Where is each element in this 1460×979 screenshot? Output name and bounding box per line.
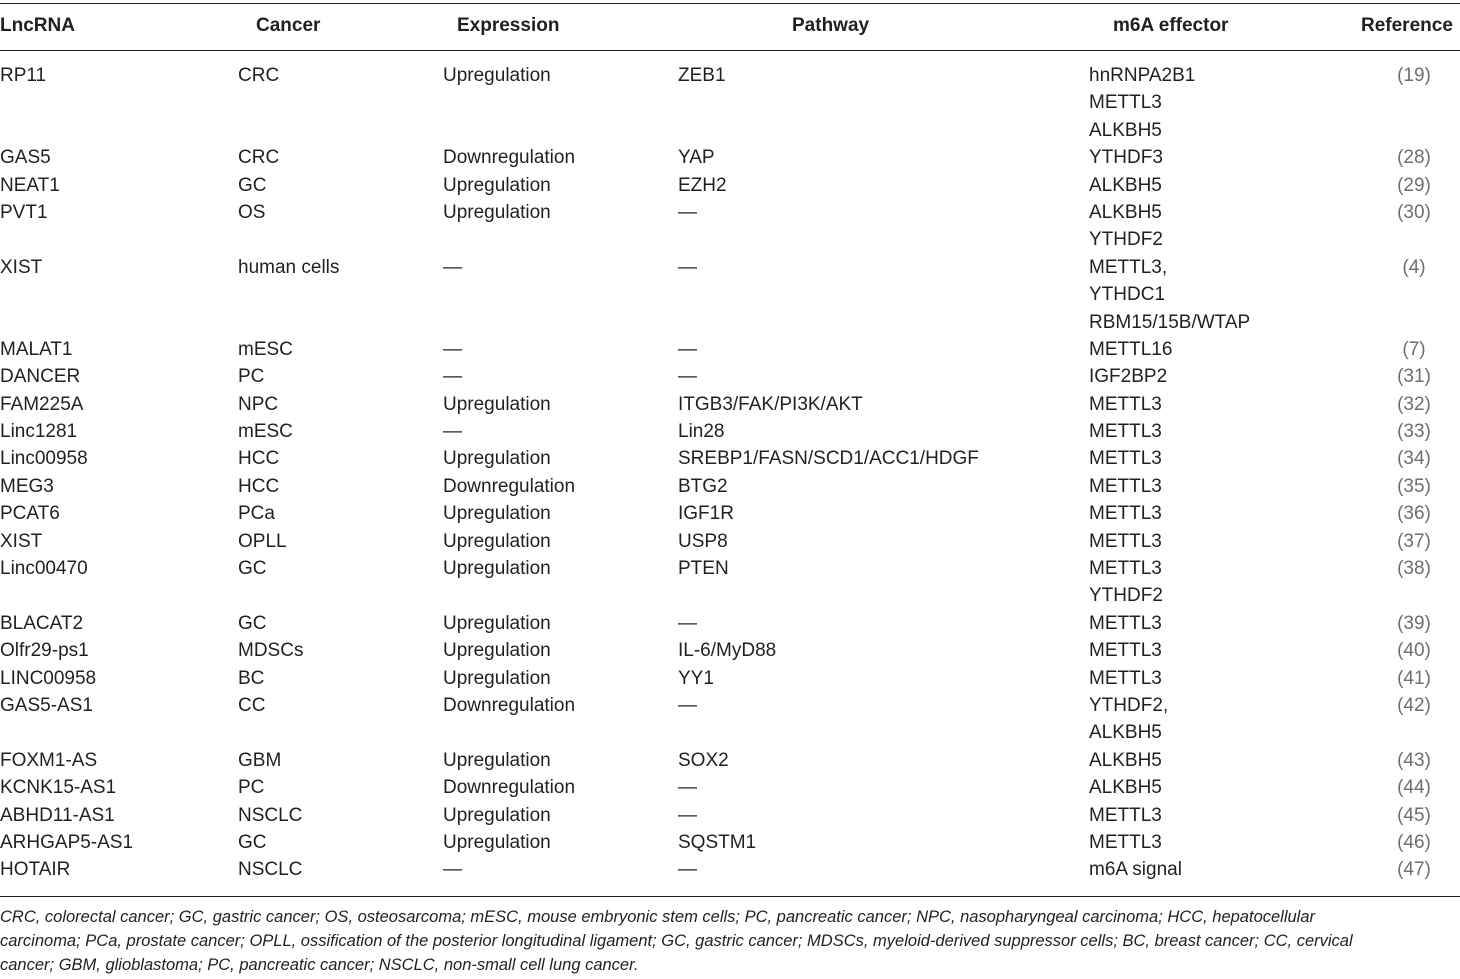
cell-expression: Upregulation [443, 640, 551, 662]
cell-m6a-effector: METTL3, [1089, 256, 1168, 278]
cell-expression: Upregulation [443, 667, 551, 689]
cell-lncrna: MALAT1 [0, 338, 73, 360]
table-row [0, 719, 1460, 746]
cell-expression: Upregulation [443, 65, 551, 86]
cell-reference: (37) [1397, 530, 1431, 552]
cell-reference: (4) [1402, 256, 1426, 278]
table-row [0, 637, 1460, 664]
cell-cancer: PC [238, 777, 265, 799]
table-row [0, 62, 1460, 89]
cell-lncrna: DANCER [0, 366, 81, 388]
cell-reference: (34) [1397, 448, 1431, 470]
cell-m6a-effector: METTL3 [1089, 558, 1162, 580]
cell-lncrna: Linc1281 [0, 421, 78, 443]
table-row [0, 391, 1460, 418]
cell-lncrna: GAS5 [0, 147, 51, 169]
cell-expression: — [443, 859, 462, 881]
cell-expression: Downregulation [443, 777, 576, 799]
table-row [0, 610, 1460, 637]
cell-pathway: SOX2 [678, 749, 729, 771]
cell-m6a-effector: ALKBH5 [1089, 201, 1162, 223]
cell-m6a-effector: METTL3 [1089, 667, 1162, 689]
cell-reference: (36) [1397, 503, 1431, 525]
cell-m6a-effector: YTHDF2 [1089, 229, 1163, 251]
table-row [0, 445, 1460, 472]
cell-cancer: CC [238, 694, 266, 716]
cell-cancer: GC [238, 612, 267, 634]
cell-reference: (7) [1402, 338, 1426, 360]
cell-lncrna: PCAT6 [0, 503, 60, 525]
cell-pathway: — [678, 366, 697, 388]
cell-pathway: SQSTM1 [678, 831, 757, 853]
cell-m6a-effector: YTHDC1 [1089, 284, 1166, 306]
cell-expression: Upregulation [443, 503, 551, 525]
cell-cancer: MDSCs [238, 640, 304, 662]
cell-lncrna: RP11 [0, 65, 47, 86]
cell-expression: Upregulation [443, 831, 551, 853]
cell-pathway: IGF1R [678, 503, 734, 525]
cell-lncrna: PVT1 [0, 201, 48, 223]
table-row [0, 117, 1460, 144]
table-row [0, 172, 1460, 199]
cell-cancer: NSCLC [238, 859, 303, 881]
cell-reference: (28) [1397, 147, 1431, 169]
cell-cancer: NPC [238, 393, 279, 415]
top-rule [0, 3, 1460, 4]
table-row [0, 309, 1460, 336]
cell-m6a-effector: METTL3 [1089, 640, 1162, 662]
cell-cancer: CRC [238, 147, 280, 169]
cell-pathway: IL-6/MyD88 [678, 640, 777, 662]
cell-m6a-effector: METTL3 [1089, 421, 1162, 443]
header-m6a-effector: m6A effector [1113, 15, 1229, 36]
cell-cancer: mESC [238, 421, 293, 443]
cell-expression: Upregulation [443, 201, 551, 223]
cell-pathway: ITGB3/FAK/PI3K/AKT [678, 393, 863, 415]
cell-reference: (33) [1397, 421, 1431, 443]
cell-reference: (30) [1397, 201, 1431, 223]
cell-reference: (38) [1397, 558, 1431, 580]
cell-cancer: GC [238, 174, 267, 196]
cell-expression: Downregulation [443, 147, 576, 169]
header-lncrna: LncRNA [0, 15, 75, 36]
table-row [0, 199, 1460, 226]
cell-pathway: ZEB1 [678, 65, 726, 86]
cell-m6a-effector: m6A signal [1089, 859, 1182, 881]
footnote-line: CRC, colorectal cancer; GC, gastric cancer; OS, osteosarcoma; mESC, mouse embryonic stem cells; PC, pancreatic cancer; NPC, nasopharyngeal carcinoma; HCC, hepatocellular [0, 908, 1316, 926]
cell-expression: — [443, 421, 462, 443]
cell-expression: Downregulation [443, 475, 576, 497]
cell-expression: Upregulation [443, 749, 551, 771]
cell-cancer: CRC [238, 65, 280, 86]
cell-cancer: GC [238, 831, 267, 853]
cell-m6a-effector: METTL3 [1089, 393, 1162, 415]
cell-cancer: human cells [238, 256, 340, 278]
cell-cancer: mESC [238, 338, 293, 360]
table-row [0, 254, 1460, 281]
cell-cancer: GBM [238, 749, 282, 771]
cell-m6a-effector: METTL3 [1089, 448, 1162, 470]
cell-cancer: OS [238, 201, 266, 223]
cell-pathway: USP8 [678, 530, 728, 552]
cell-cancer: NSCLC [238, 804, 303, 826]
cell-pathway: — [678, 612, 697, 634]
cell-reference: (47) [1397, 859, 1431, 881]
cell-expression: — [443, 366, 462, 388]
table-row [0, 774, 1460, 801]
cell-lncrna: FAM225A [0, 393, 84, 415]
cell-m6a-effector: METTL3 [1089, 92, 1162, 114]
cell-lncrna: MEG3 [0, 475, 54, 497]
cell-expression: — [443, 256, 462, 278]
cell-lncrna: GAS5-AS1 [0, 694, 93, 716]
cell-cancer: GC [238, 558, 267, 580]
cell-pathway: — [678, 859, 697, 881]
cell-reference: (35) [1397, 475, 1431, 497]
cell-cancer: HCC [238, 475, 280, 497]
header-expression: Expression [457, 15, 560, 36]
cell-lncrna: LINC00958 [0, 667, 97, 689]
cell-pathway: — [678, 201, 697, 223]
cell-expression: Upregulation [443, 558, 551, 580]
header-reference: Reference [1361, 15, 1453, 36]
table-row [0, 89, 1460, 116]
table-row [0, 281, 1460, 308]
cell-expression: Upregulation [443, 393, 551, 415]
cell-m6a-effector: ALKBH5 [1089, 777, 1162, 799]
table-footnote [0, 905, 1460, 977]
cell-lncrna: KCNK15-AS1 [0, 777, 117, 799]
cell-pathway: BTG2 [678, 475, 728, 497]
cell-m6a-effector: ALKBH5 [1089, 119, 1162, 141]
bottom-rule [0, 896, 1460, 897]
cell-reference: (29) [1397, 174, 1431, 196]
cell-pathway: — [678, 804, 697, 826]
cell-expression: Downregulation [443, 694, 576, 716]
cell-cancer: HCC [238, 448, 280, 470]
cell-lncrna: ABHD11-AS1 [0, 804, 115, 826]
cell-pathway: — [678, 256, 697, 278]
cell-lncrna: FOXM1-AS [0, 749, 98, 771]
table-row [0, 528, 1460, 555]
table-row [0, 363, 1460, 390]
table-row [0, 747, 1460, 774]
cell-m6a-effector: METTL3 [1089, 612, 1162, 634]
table-row [0, 665, 1460, 692]
cell-lncrna: XIST [0, 530, 43, 552]
footnote-line: carcinoma; PCa, prostate cancer; OPLL, ossification of the posterior longitudinal ligament; GC, gastric cancer; MDSCs, myeloid-derived suppressor cells; BC, breast cancer; CC, cervical [0, 932, 1353, 950]
cell-m6a-effector: hnRNPA2B1 [1089, 65, 1196, 86]
cell-expression: Upregulation [443, 530, 551, 552]
cell-lncrna: NEAT1 [0, 174, 60, 196]
cell-m6a-effector: YTHDF2 [1089, 585, 1163, 607]
cell-expression: Upregulation [443, 448, 551, 470]
cell-pathway: EZH2 [678, 174, 727, 196]
table-row [0, 829, 1460, 856]
cell-m6a-effector: ALKBH5 [1089, 749, 1162, 771]
cell-m6a-effector: METTL3 [1089, 530, 1162, 552]
cell-expression: Upregulation [443, 804, 551, 826]
table-row [0, 473, 1460, 500]
cell-lncrna: Linc00470 [0, 558, 88, 580]
cell-reference: (31) [1397, 366, 1431, 388]
cell-pathway: YAP [678, 147, 715, 169]
header-pathway: Pathway [792, 15, 870, 36]
table-header [0, 8, 1460, 44]
cell-expression: — [443, 338, 462, 360]
table-row [0, 582, 1460, 609]
cell-cancer: PC [238, 366, 265, 388]
table-row [0, 336, 1460, 363]
cell-cancer: OPLL [238, 530, 287, 552]
cell-pathway: — [678, 338, 697, 360]
cell-pathway: YY1 [678, 667, 714, 689]
cell-reference: (44) [1397, 777, 1431, 799]
cell-pathway: PTEN [678, 558, 729, 580]
cell-reference: (41) [1397, 667, 1431, 689]
cell-reference: (32) [1397, 393, 1431, 415]
cell-expression: Upregulation [443, 612, 551, 634]
cell-cancer: PCa [238, 503, 275, 525]
table-row [0, 418, 1460, 445]
cell-m6a-effector: ALKBH5 [1089, 722, 1162, 744]
cell-lncrna: Linc00958 [0, 448, 88, 470]
table-body [0, 62, 1460, 884]
cell-m6a-effector: METTL3 [1089, 503, 1162, 525]
table-row [0, 226, 1460, 253]
table-row [0, 555, 1460, 582]
table-row [0, 500, 1460, 527]
cell-m6a-effector: METTL3 [1089, 804, 1162, 826]
cell-pathway: SREBP1/FASN/SCD1/ACC1/HDGF [678, 448, 979, 470]
cell-m6a-effector: ALKBH5 [1089, 174, 1162, 196]
cell-lncrna: BLACAT2 [0, 612, 84, 634]
cell-lncrna: HOTAIR [0, 859, 71, 881]
cell-pathway: — [678, 777, 697, 799]
table-row [0, 856, 1460, 883]
table-row [0, 144, 1460, 171]
cell-reference: (43) [1397, 749, 1431, 771]
cell-lncrna: ARHGAP5-AS1 [0, 831, 134, 853]
header-rule [0, 50, 1460, 51]
cell-m6a-effector: RBM15/15B/WTAP [1089, 311, 1251, 333]
footnote-line: cancer; GBM, glioblastoma; PC, pancreatic cancer; NSCLC, non-small cell lung cancer. [0, 956, 639, 974]
cell-pathway: Lin28 [678, 421, 725, 443]
cell-pathway: — [678, 694, 697, 716]
table-row [0, 692, 1460, 719]
cell-reference: (19) [1397, 65, 1431, 86]
header-cancer: Cancer [256, 15, 321, 36]
cell-lncrna: XIST [0, 256, 43, 278]
cell-cancer: BC [238, 667, 265, 689]
cell-expression: Upregulation [443, 174, 551, 196]
cell-reference: (46) [1397, 831, 1431, 853]
cell-lncrna: Olfr29-ps1 [0, 640, 89, 662]
cell-m6a-effector: METTL3 [1089, 475, 1162, 497]
cell-reference: (42) [1397, 694, 1431, 716]
cell-m6a-effector: IGF2BP2 [1089, 366, 1168, 388]
table-row [0, 802, 1460, 829]
cell-m6a-effector: YTHDF3 [1089, 147, 1163, 169]
cell-reference: (39) [1397, 612, 1431, 634]
cell-m6a-effector: METTL16 [1089, 338, 1173, 360]
cell-reference: (45) [1397, 804, 1431, 826]
cell-reference: (40) [1397, 640, 1431, 662]
cell-m6a-effector: YTHDF2, [1089, 694, 1169, 716]
cell-m6a-effector: METTL3 [1089, 831, 1162, 853]
